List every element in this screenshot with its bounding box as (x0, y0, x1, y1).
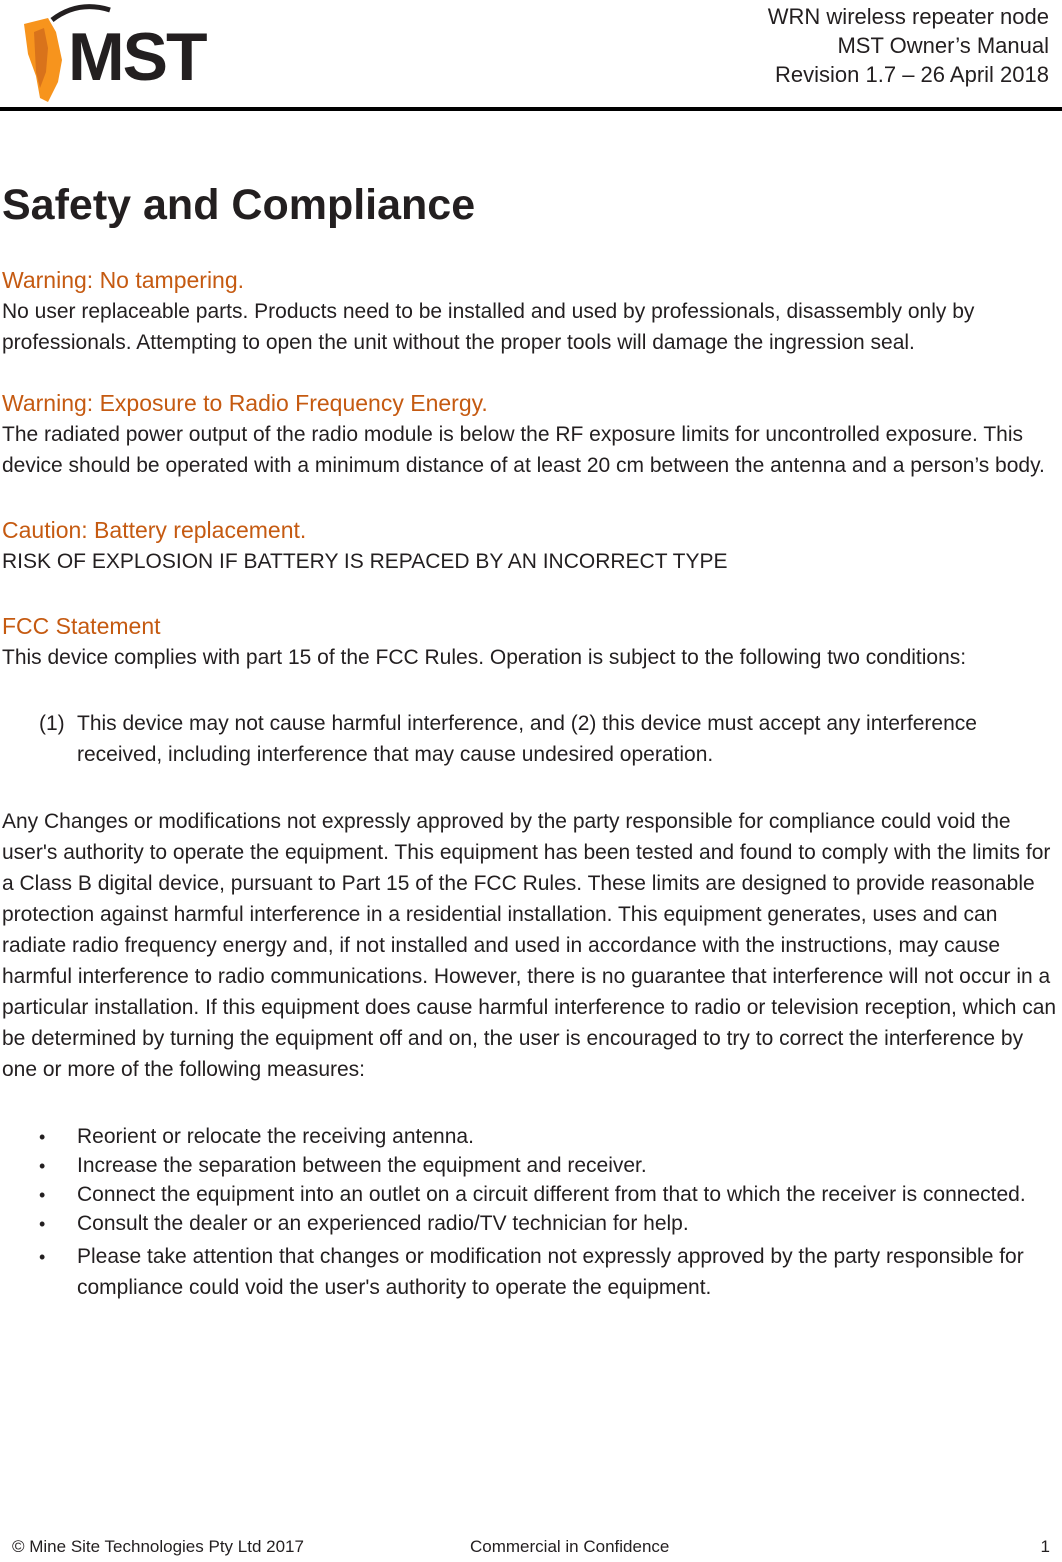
confidentiality-notice: Commercial in Confidence (470, 1537, 670, 1556)
section-body: The radiated power output of the radio module is below the RF exposure limits for uncontrolled exposure. This device should be operated with a minimum distance of at least 20 cm between the antenna and a person’s body. (2, 423, 1045, 477)
bullet-icon (2, 1154, 77, 1178)
list-item: • Please take attention that changes or modification not expressly approved by the party responsible for compliance could void the user's authority to operate the equipment. (2, 1241, 1058, 1303)
section-no-tampering (2, 264, 1058, 358)
bullet-icon (2, 1183, 77, 1207)
section-battery (2, 514, 1058, 577)
list-item: • Consult the dealer or an experienced radio/TV technician for help. (2, 1212, 1058, 1236)
condition-text: This device may not cause harmful interference, and (2) this device must accept any interference received, including interference that may cause undesired operation. (77, 712, 977, 766)
page-content (2, 174, 1058, 1308)
logo-wordmark: MST (68, 19, 206, 95)
section-body: No user replaceable parts. Products need to be installed and used by professionals, disassembly only by professionals. Attempting to open the unit without the proper tools will damage the ingression seal. (2, 300, 975, 354)
list-item: • Connect the equipment into an outlet on a circuit different from that to which the receiver is connected. (2, 1183, 1058, 1207)
bullet-icon (2, 1241, 77, 1303)
measures-list (2, 1125, 1058, 1303)
section-body: RISK OF EXPLOSION IF BATTERY IS REPACED BY AN INCORRECT TYPE (2, 550, 728, 573)
fcc-paragraph: Any Changes or modifications not expressly approved by the party responsible for compliance could void the user's authority to operate the equipment. This equipment has been tested and found to comply with the limits for a Class B digital device, pursuant to Part 15 of the FCC Rules. These limits are designed to provide reasonable protection against harmful interference in a residential installation. This equipment generates, uses and can radiate radio frequency energy and, if not installed and used in accordance with the instructions, may cause harmful interference to radio communications. However, there is no guarantee that interference will not occur in a particular installation. If this equipment does cause harmful interference to radio or television reception, which can be determined by turning the equipment off and on, the user is encouraged to try to correct the interference by one or more of the following measures: (2, 810, 1057, 1081)
bullet-icon (2, 1125, 77, 1149)
page-header (0, 0, 1062, 112)
product-name: WRN wireless repeater node (767, 4, 1049, 29)
page-title: Safety and Compliance (2, 181, 476, 229)
section-heading: Warning: No tampering. (2, 267, 245, 293)
manual-name: MST Owner’s Manual (837, 33, 1049, 58)
header-divider (0, 107, 1062, 111)
copyright-notice: © Mine Site Technologies Pty Ltd 2017 (12, 1537, 304, 1556)
section-heading: FCC Statement (2, 613, 161, 639)
section-body: This device complies with part 15 of the FCC Rules. Operation is subject to the following two conditions: (2, 646, 967, 669)
condition-number: (1) (39, 712, 65, 735)
page-number: 1 (1040, 1537, 1050, 1556)
section-heading: Warning: Exposure to Radio Frequency Energy. (2, 390, 488, 416)
section-rf-exposure (2, 387, 1058, 481)
fcc-condition (39, 708, 1058, 770)
document-info (768, 2, 1049, 89)
section-fcc-statement (2, 610, 1058, 673)
list-item: • Increase the separation between the equipment and receiver. (2, 1154, 1058, 1178)
bullet-icon (2, 1212, 77, 1236)
list-item: • Reorient or relocate the receiving antenna. (2, 1125, 1058, 1149)
section-heading: Caution: Battery replacement. (2, 517, 307, 543)
mst-logo (18, 2, 230, 106)
revision-info: Revision 1.7 – 26 April 2018 (775, 62, 1049, 87)
page-footer (0, 1537, 1062, 1561)
